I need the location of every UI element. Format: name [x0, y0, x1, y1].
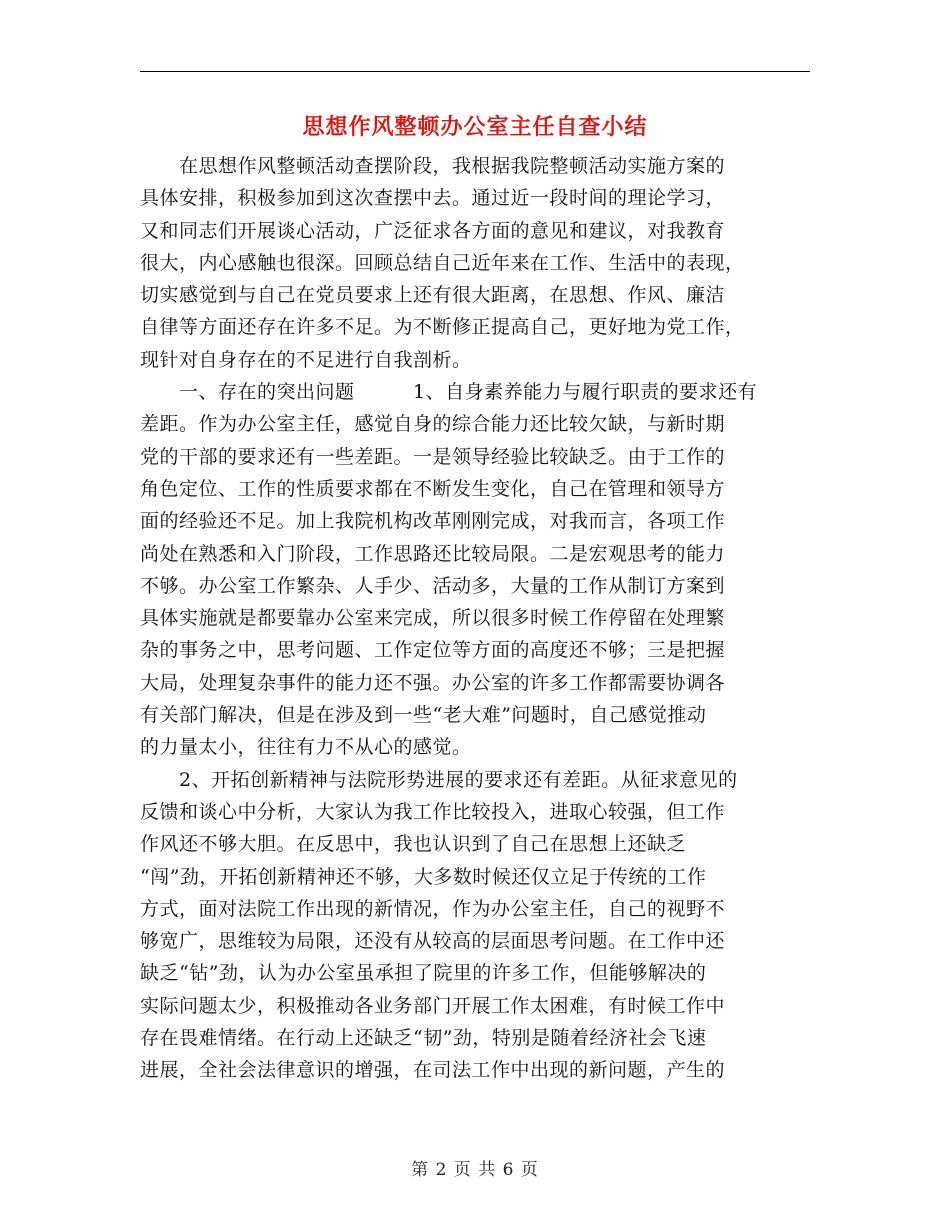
body-line: 具体实施就是都要靠办公室来完成，所以很多时候工作停留在处理繁: [140, 607, 726, 630]
body-line: 大局，处理复杂事件的能力还不强。办公室的许多工作都需要协调各: [140, 671, 726, 694]
header-rule: [140, 71, 810, 72]
page-number-footer: 第 2 页 共 6 页: [411, 1160, 539, 1180]
body-line: 一、存在的突出问题 1、自身素养能力与履行职责的要求还有: [140, 381, 758, 404]
body-line: 在思想作风整顿活动查摆阶段，我根据我院整顿活动实施方案的: [140, 155, 726, 177]
body-line: 够宽广，思维较为局限，还没有从较高的层面思考问题。在工作中还: [140, 930, 726, 953]
body-line: 作风还不够大胆。在反思中，我也认识到了自己在思想上还缺乏: [140, 833, 687, 856]
body-line: 切实感觉到与自己在党员要求上还有很大距离，在思想、作风、廉洁: [140, 284, 726, 307]
body-line: 尚处在熟悉和入门阶段，工作思路还比较局限。二是宏观思考的能力: [140, 542, 726, 565]
body-line: 缺乏“钻”劲，认为办公室虽承担了院里的许多工作，但能够解决的: [140, 962, 707, 985]
body-line: 具体安排，积极参加到这次查摆中去。通过近一段时间的理论学习，: [140, 187, 726, 210]
body-line: 存在畏难情绪。在行动上还缺乏“韧”劲，特别是随着经济社会飞速: [140, 1027, 707, 1050]
document-title: 思想作风整顿办公室主任自查小结: [302, 114, 648, 140]
body-line: 反馈和谈心中分析，大家认为我工作比较投入，进取心较强，但工作: [140, 800, 726, 823]
body-line: 方式，面对法院工作出现的新情况，作为办公室主任，自己的视野不: [140, 897, 726, 920]
body-line: 党的干部的要求还有一些差距。一是领导经验比较缺乏。由于工作的: [140, 445, 726, 468]
document-body: [140, 150, 810, 1087]
body-line: 有关部门解决，但是在涉及到一些“老大难”问题时，自己感觉推动: [140, 704, 707, 727]
body-line: 不够。办公室工作繁杂、人手少、活动多，大量的工作从制订方案到: [140, 574, 726, 597]
body-line: 又和同志们开展谈心活动，广泛征求各方面的意见和建议，对我教育: [140, 219, 726, 242]
body-line: 角色定位、工作的性质要求都在不断发生变化，自己在管理和领导方: [140, 477, 726, 500]
body-line: 差距。作为办公室主任，感觉自身的综合能力还比较欠缺，与新时期: [140, 413, 726, 436]
body-line: 实际问题太少，积极推动各业务部门开展工作太困难，有时候工作中: [140, 994, 726, 1017]
body-line: “闯”劲，开拓创新精神还不够，大多数时候还仅立足于传统的工作: [140, 865, 707, 888]
body-line: 很大，内心感触也很深。回顾总结自己近年来在工作、生活中的表现，: [140, 251, 745, 274]
body-line: 2、开拓创新精神与法院形势进展的要求还有差距。从征求意见的: [140, 768, 738, 791]
body-line: 面的经验还不足。加上我院机构改革刚刚完成，对我而言，各项工作: [140, 510, 726, 533]
body-line: 进展，全社会法律意识的增强，在司法工作中出现的新问题，产生的: [140, 1059, 726, 1082]
body-line: 杂的事务之中，思考问题、工作定位等方面的高度还不够；三是把握: [140, 639, 726, 662]
body-line: 现针对自身存在的不足进行自我剖析。: [140, 348, 472, 371]
body-line: 自律等方面还存在许多不足。为不断修正提高自己，更好地为党工作，: [140, 316, 745, 339]
body-line: 的力量太小，往往有力不从心的感觉。: [140, 736, 472, 759]
